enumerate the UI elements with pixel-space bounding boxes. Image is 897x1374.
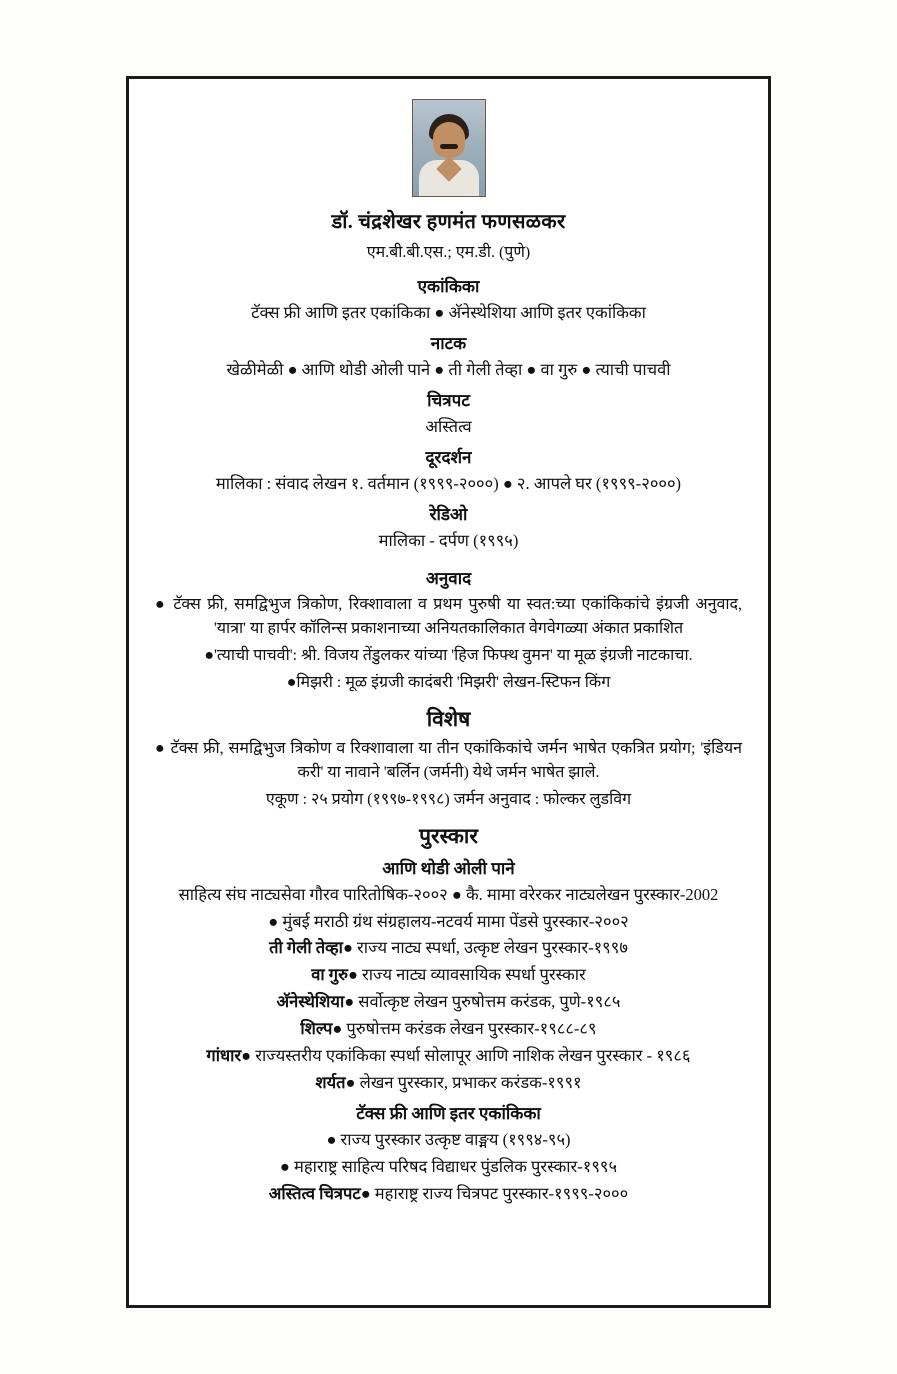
content-inner — [129, 79, 768, 1305]
section-line-doordarshan-1: मालिका : संवाद लेखन १. वर्तमान (१९९९-२०००) ● २. आपले घर (१९९९-२०००) — [215, 473, 682, 493]
section-line-vishesh-2: एकूण : २५ प्रयोग (१९९७-१९९८) जर्मन अनुवाद : फोल्कर लुडविग — [265, 790, 632, 808]
award-item — [145, 1155, 752, 1179]
portrait-moustache-shape — [440, 144, 458, 149]
content-frame — [126, 76, 771, 1308]
award-title: वा गुरु — [311, 965, 348, 985]
award-title: शर्यत — [315, 1073, 346, 1093]
award-text: ● राज्य पुरस्कार उत्कृष्ट वाङ्मय (१९९४-९५) — [326, 1129, 571, 1149]
award-item — [145, 963, 752, 987]
awards-subheading-1: आणि थोडी ओली पाने — [382, 858, 515, 878]
award-text: ● राज्य नाट्य व्यावसायिक स्पर्धा पुरस्कार — [347, 965, 586, 985]
awards-list-2 — [145, 1128, 752, 1206]
spacer — [145, 555, 752, 560]
section-line-anuvad-2: ●'त्याची पाचवी': श्री. विजय तेंडुलकर यांच्या 'हिज फिफ्थ वुमन' या मूळ इंग्रजी नाटकाचा. — [204, 646, 693, 664]
section-line-anuvad-1: ● टॅक्स फ्री, समद्विभुज त्रिकोण, रिक्शावाला व प्रथम पुरुषी या स्वत:च्या एकांकिकांचे इंग्रजी अनुवाद, 'यात्रा' या हार्पर कॉलिन्स प्रकाशनाच्या अनियतकालिकात वेगवेगळ्या अंकात प्रकाशित — [155, 595, 742, 637]
award-text: ● महाराष्ट्र साहित्य परिषद विद्याधर पुंडलिक पुरस्कार-१९९५ — [279, 1156, 618, 1176]
section-line-ekankika-1: टॅक्स फ्री आणि इतर एकांकिका ● अ‍ॅनेस्थेशिया आणि इतर एकांकिका — [251, 303, 646, 322]
section-line-vishesh-1: ● टॅक्स फ्री, समद्विभुज त्रिकोण व रिक्शावाला या तीन एकांकिकांचे जर्मन भाषेत एकत्रित प्रयोग; 'इंडियन करी' या नावाने 'बर्लिन (जर्मनी) येथे जर्मन भाषेत झाले. — [155, 739, 742, 781]
award-text: ● मुंबई मराठी ग्रंथ संग्रहालय-नटवर्य मामा पेंडसे पुरस्कार-२००२ — [268, 911, 629, 931]
award-title: अ‍ॅनेस्थेशिया — [276, 992, 345, 1012]
section-heading-puraskar: पुरस्कार — [419, 823, 478, 848]
section-line-chitrapat-1: अस्तित्व — [425, 416, 472, 436]
section-heading-ekankika: एकांकिका — [417, 277, 480, 296]
section-line-natak-1: खेळीमेळी ● आणि थोडी ओली पाने ● ती गेली तेव्हा ● वा गुरु ● त्याची पाचवी — [226, 359, 671, 379]
section-line-anuvad-3: ●मिझरी : मूळ इंग्रजी कादंबरी 'मिझरी' लेखन-स्टिफन किंग — [286, 673, 611, 691]
award-title: ती गेली तेव्हा — [269, 938, 343, 958]
award-item — [145, 1044, 752, 1068]
section-heading-vishesh: विशेष — [426, 706, 471, 731]
award-title: अस्तित्व चित्रपट — [268, 1183, 361, 1203]
author-name: डॉ. चंद्रशेखर हणमंत फणसळकर — [331, 211, 566, 233]
author-portrait-photo — [412, 99, 486, 197]
awards-list-1 — [145, 883, 752, 1095]
awards-subheading-2: टॅक्स फ्री आणि इतर एकांकिका — [356, 1103, 541, 1123]
award-text: साहित्य संघ नाट्यसेवा गौरव पारितोषिक-२००२ ● कै. मामा वरेरकर नाट्यलेखन पुरस्कार-2002 — [178, 884, 719, 904]
portrait-face-shape — [433, 122, 465, 158]
award-text: ● राज्य नाट्य स्पर्धा, उत्कृष्ट लेखन पुरस्कार-१९९७ — [342, 938, 628, 958]
award-item — [145, 1182, 752, 1206]
award-text: ● लेखन पुरस्कार, प्रभाकर करंडक-१९९१ — [345, 1073, 582, 1093]
award-item — [145, 1071, 752, 1095]
award-title: गांधार — [206, 1046, 242, 1066]
award-item — [145, 990, 752, 1014]
award-item — [145, 1128, 752, 1152]
section-line-radio-1: मालिका - दर्पण (१९९५) — [378, 530, 519, 550]
award-text: ● सर्वोत्कृष्ट लेखन पुरुषोत्तम करंडक, पुणे-१९८५ — [344, 992, 621, 1012]
award-title: शिल्प — [300, 1019, 333, 1039]
section-heading-anuvad: अनुवाद — [425, 568, 472, 588]
award-text: ● राज्यस्तरीय एकांकिका स्पर्धा सोलापूर आणि नाशिक लेखन पुरस्कार - १९८६ — [241, 1046, 691, 1066]
award-item — [145, 883, 752, 907]
section-heading-natak: नाटक — [430, 333, 467, 353]
section-heading-chitrapat: चित्रपट — [427, 390, 470, 410]
award-item — [145, 1017, 752, 1041]
section-heading-doordarshan: दूरदर्शन — [425, 447, 472, 467]
award-text: ● महाराष्ट्र राज्य चित्रपट पुरस्कार-१९९९-२००० — [360, 1183, 629, 1203]
section-heading-radio: रेडिओ — [429, 504, 468, 524]
award-item — [145, 910, 752, 934]
author-qualification: एम.बी.बी.एस.; एम.डी. (पुणे) — [366, 244, 531, 261]
award-text: ● पुरुषोत्तम करंडक लेखन पुरस्कार-१९८८-८९ — [332, 1019, 597, 1039]
award-item — [145, 936, 752, 960]
